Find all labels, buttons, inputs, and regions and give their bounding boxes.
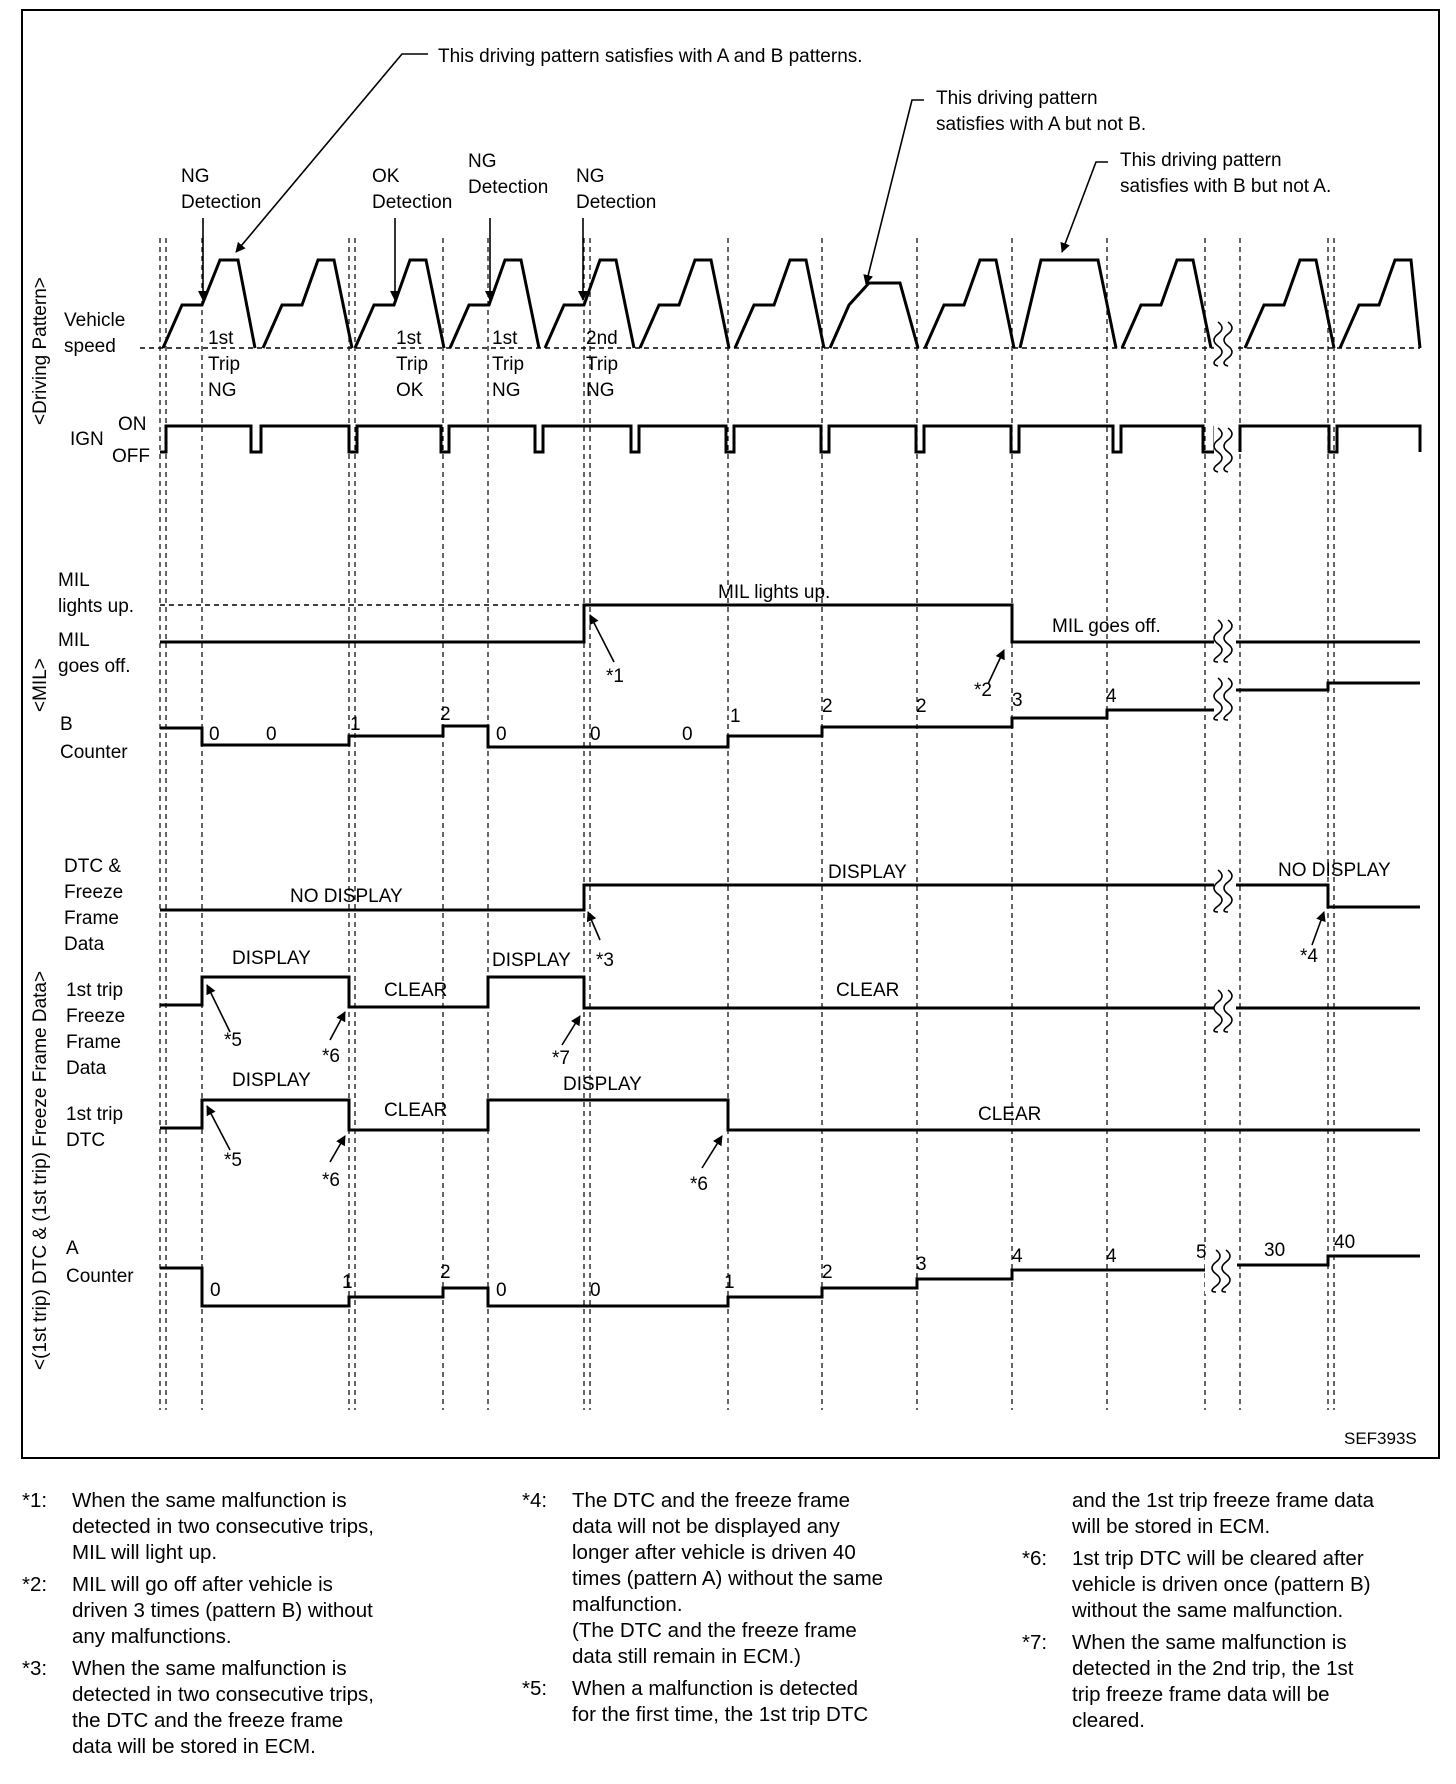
footnote-line: detected in the 2nd trip, the 1st: [1072, 1657, 1354, 1680]
ign-waveform-tail: [1240, 426, 1420, 452]
footnote-line: the DTC and the freeze frame: [72, 1709, 344, 1732]
footnote: [22, 1656, 502, 1760]
row-label-ign: IGN: [70, 429, 104, 450]
detection-label: OK: [372, 166, 400, 187]
b-counter-value: 1: [730, 706, 741, 727]
footnote-line: will be stored in ECM.: [1072, 1515, 1271, 1538]
mark: *6: [690, 1174, 708, 1195]
a-counter-value: 0: [496, 1280, 507, 1301]
state-display: DISPLAY: [492, 950, 571, 971]
footnote-line: vehicle is driven once (pattern B): [1072, 1573, 1371, 1596]
footnote-column: [22, 1488, 502, 1766]
footnote-line: malfunction.: [572, 1593, 683, 1616]
a-counter-value: 2: [822, 1262, 833, 1283]
callout-b-not-a-2: satisfies with B but not A.: [1120, 176, 1332, 197]
row-label-dtc1: 1st trip: [66, 1104, 124, 1125]
b-counter-value: 0: [590, 724, 601, 745]
trip-label: NG: [492, 380, 521, 401]
trip-label: 1st: [492, 328, 518, 349]
footnote-line: driven 3 times (pattern B) without: [72, 1599, 373, 1622]
section-driving-pattern: <Driving Pattern>: [30, 277, 51, 425]
mark: *6: [322, 1170, 340, 1191]
footnote-line: longer after vehicle is driven 40: [572, 1541, 856, 1564]
row-label-mil-up: MIL: [58, 570, 90, 591]
a-counter-value: 3: [916, 1254, 927, 1275]
footnote-line: When a malfunction is detected: [572, 1677, 859, 1700]
callout-arrows: [203, 54, 1324, 1168]
b-counter-waveform-tail: [1235, 683, 1420, 690]
state-display: DISPLAY: [232, 1070, 311, 1091]
b-counter-value: 2: [822, 696, 833, 717]
a-counter-value: 1: [342, 1272, 353, 1293]
ff1-waveform: [160, 977, 1220, 1008]
callout-b-not-a-1: This driving pattern: [1120, 150, 1282, 171]
a-counter-value: 2: [440, 1262, 451, 1283]
state-clear: CLEAR: [384, 980, 448, 1001]
row-label-dtc-ff: Data: [64, 934, 105, 955]
a-counter-value: 5: [1196, 1242, 1207, 1263]
footnote-line: MIL will go off after vehicle is: [72, 1573, 333, 1596]
footnote-key: *2:: [22, 1573, 48, 1596]
mark: *2: [974, 680, 992, 701]
detection-label: Detection: [576, 192, 657, 213]
row-label-ff1: Data: [66, 1058, 107, 1079]
state-display: DISPLAY: [563, 1074, 642, 1095]
dtc1-waveform: [160, 1100, 1420, 1130]
footnote-line: for the first time, the 1st trip DTC: [572, 1703, 869, 1726]
footnote: [522, 1488, 992, 1670]
row-label-dtc-ff: DTC &: [64, 856, 121, 877]
footnote: [22, 1488, 502, 1566]
state-display: DISPLAY: [828, 862, 907, 883]
break-symbols: [1205, 322, 1237, 1294]
mark: *3: [596, 950, 614, 971]
row-label-vehicle: Vehicle: [64, 310, 126, 331]
footnote-text: [1072, 1630, 1442, 1734]
section-mil: <MIL>: [30, 658, 51, 712]
footnote-column: [1022, 1488, 1442, 1740]
footnote-line: cleared.: [1072, 1709, 1145, 1732]
trip-label: Trip: [586, 354, 619, 375]
b-counter-value: 4: [1106, 686, 1117, 707]
trip-label: NG: [586, 380, 615, 401]
row-label-b-counter: B: [60, 714, 73, 735]
row-label-mil-off: goes off.: [58, 656, 131, 677]
row-label-a-counter: A: [66, 1238, 79, 1259]
footnote-column: [522, 1488, 992, 1734]
b-counter-value: 3: [1012, 690, 1023, 711]
row-label-dtc-ff: Frame: [64, 908, 119, 929]
a-counter-waveform: [160, 1268, 1205, 1306]
footnote: [22, 1572, 502, 1650]
footnote-line: detected in two consecutive trips,: [72, 1515, 374, 1538]
section-dtc: <(1st trip) DTC & (1st trip) Freeze Frame Data>: [30, 970, 51, 1370]
footnote: [522, 1676, 992, 1728]
footnote-key: *5:: [522, 1677, 548, 1700]
footnote-line: data will not be displayed any: [572, 1515, 840, 1538]
footnote-text: [1072, 1488, 1442, 1540]
state-mil-off: MIL goes off.: [1052, 616, 1161, 637]
footnote-key: *4:: [522, 1489, 548, 1512]
footnote-line: times (pattern A) without the same: [572, 1567, 884, 1590]
b-counter-value: 0: [209, 724, 220, 745]
footnote-line: any malfunctions.: [72, 1625, 232, 1648]
a-counter-value: 0: [210, 1280, 221, 1301]
trip-boundary-lines: [160, 238, 1334, 1410]
footnote-line: The DTC and the freeze frame: [572, 1489, 851, 1512]
footnote: [1022, 1546, 1442, 1624]
trip-label: OK: [396, 380, 424, 401]
a-counter-waveform-tail: [1235, 1256, 1420, 1265]
trip-label: Trip: [208, 354, 241, 375]
state-display: DISPLAY: [232, 948, 311, 969]
row-label-mil-up: lights up.: [58, 596, 135, 617]
detection-label: Detection: [468, 177, 549, 198]
dtc-ff-waveform-tail: [1235, 885, 1420, 907]
row-label-ff1: Freeze: [66, 1006, 126, 1027]
a-counter-value: 4: [1106, 1246, 1117, 1267]
footnote-key: *1:: [22, 1489, 48, 1512]
detection-label: Detection: [372, 192, 453, 213]
footnote-line: and the 1st trip freeze frame data: [1072, 1489, 1374, 1512]
row-label-vehicle: speed: [64, 336, 116, 357]
footnote-text: [72, 1488, 502, 1566]
detection-label: NG: [576, 166, 605, 187]
footnote: [1022, 1630, 1442, 1734]
trip-label: 1st: [396, 328, 422, 349]
footnote-line: 1st trip DTC will be cleared after: [1072, 1547, 1364, 1570]
footnotes: [22, 1488, 1442, 1778]
footnote-line: When the same malfunction is: [72, 1489, 347, 1512]
b-counter-value: 0: [682, 724, 693, 745]
footnote-line: MIL will light up.: [72, 1541, 218, 1564]
a-counter-value: 1: [724, 1272, 735, 1293]
state-mil-up: MIL lights up.: [718, 582, 831, 603]
mark: *6: [322, 1046, 340, 1067]
trip-label: Trip: [396, 354, 429, 375]
state-clear: CLEAR: [384, 1100, 448, 1121]
footnote-line: (The DTC and the freeze frame: [572, 1619, 857, 1642]
footnote-key: *3:: [22, 1657, 48, 1680]
a-counter-value: 0: [590, 1280, 601, 1301]
state-clear: CLEAR: [978, 1104, 1042, 1125]
footnote-text: [72, 1656, 502, 1760]
row-label-on: ON: [118, 414, 147, 435]
footnote-text: [72, 1572, 502, 1650]
detection-label: NG: [181, 166, 210, 187]
footnote-line: When the same malfunction is: [72, 1657, 347, 1680]
footnote-line: trip freeze frame data will be: [1072, 1683, 1330, 1706]
mark: *7: [552, 1048, 570, 1069]
a-counter-value: 40: [1334, 1232, 1356, 1253]
footnote-text: [1072, 1546, 1442, 1624]
row-label-a-counter: Counter: [66, 1266, 134, 1287]
figure-id: SEF393S: [1344, 1429, 1417, 1448]
footnote-line: detected in two consecutive trips,: [72, 1683, 374, 1706]
trip-label: 1st: [208, 328, 234, 349]
footnote-key: *7:: [1022, 1631, 1048, 1654]
trip-label: NG: [208, 380, 237, 401]
row-label-mil-off: MIL: [58, 630, 90, 651]
ign-waveform: [160, 426, 1215, 452]
trip-label: 2nd: [586, 328, 618, 349]
mark: *5: [224, 1150, 242, 1171]
b-counter-value: 0: [496, 724, 507, 745]
footnote-line: data still remain in ECM.): [572, 1645, 801, 1668]
footnote-text: [572, 1488, 992, 1670]
state-no-display: NO DISPLAY: [1278, 860, 1391, 881]
footnote-continuation: [1022, 1488, 1442, 1540]
footnote-line: without the same malfunction.: [1072, 1599, 1344, 1622]
diagram-border: [22, 10, 1439, 1458]
row-label-dtc1: DTC: [66, 1130, 106, 1151]
b-counter-value: 2: [916, 696, 927, 717]
row-label-b-counter: Counter: [60, 742, 128, 763]
footnote-line: When the same malfunction is: [1072, 1631, 1347, 1654]
callout-ab: This driving pattern satisfies with A and B patterns.: [438, 46, 863, 67]
detection-label: NG: [468, 151, 497, 172]
mark: *5: [224, 1030, 242, 1051]
b-counter-value: 0: [266, 724, 277, 745]
detection-label: Detection: [181, 192, 262, 213]
footnote-text: [572, 1676, 992, 1728]
trip-label: Trip: [492, 354, 525, 375]
callout-a-not-b-1: This driving pattern: [936, 88, 1098, 109]
callout-a-not-b-2: satisfies with A but not B.: [936, 114, 1147, 135]
row-label-ff1: Frame: [66, 1032, 121, 1053]
footnote-key: *6:: [1022, 1547, 1048, 1570]
mark: *4: [1300, 946, 1318, 967]
a-counter-value: 4: [1012, 1246, 1023, 1267]
a-counter-value: 30: [1264, 1240, 1286, 1261]
b-counter-value: 1: [350, 714, 361, 735]
b-counter-value: 2: [440, 704, 451, 725]
row-label-ff1: 1st trip: [66, 980, 124, 1001]
state-clear: CLEAR: [836, 980, 900, 1001]
row-label-dtc-ff: Freeze: [64, 882, 124, 903]
footnote-line: data will be stored in ECM.: [72, 1735, 316, 1758]
state-no-display: NO DISPLAY: [290, 886, 403, 907]
mark: *1: [606, 666, 624, 687]
row-label-off: OFF: [112, 446, 150, 467]
